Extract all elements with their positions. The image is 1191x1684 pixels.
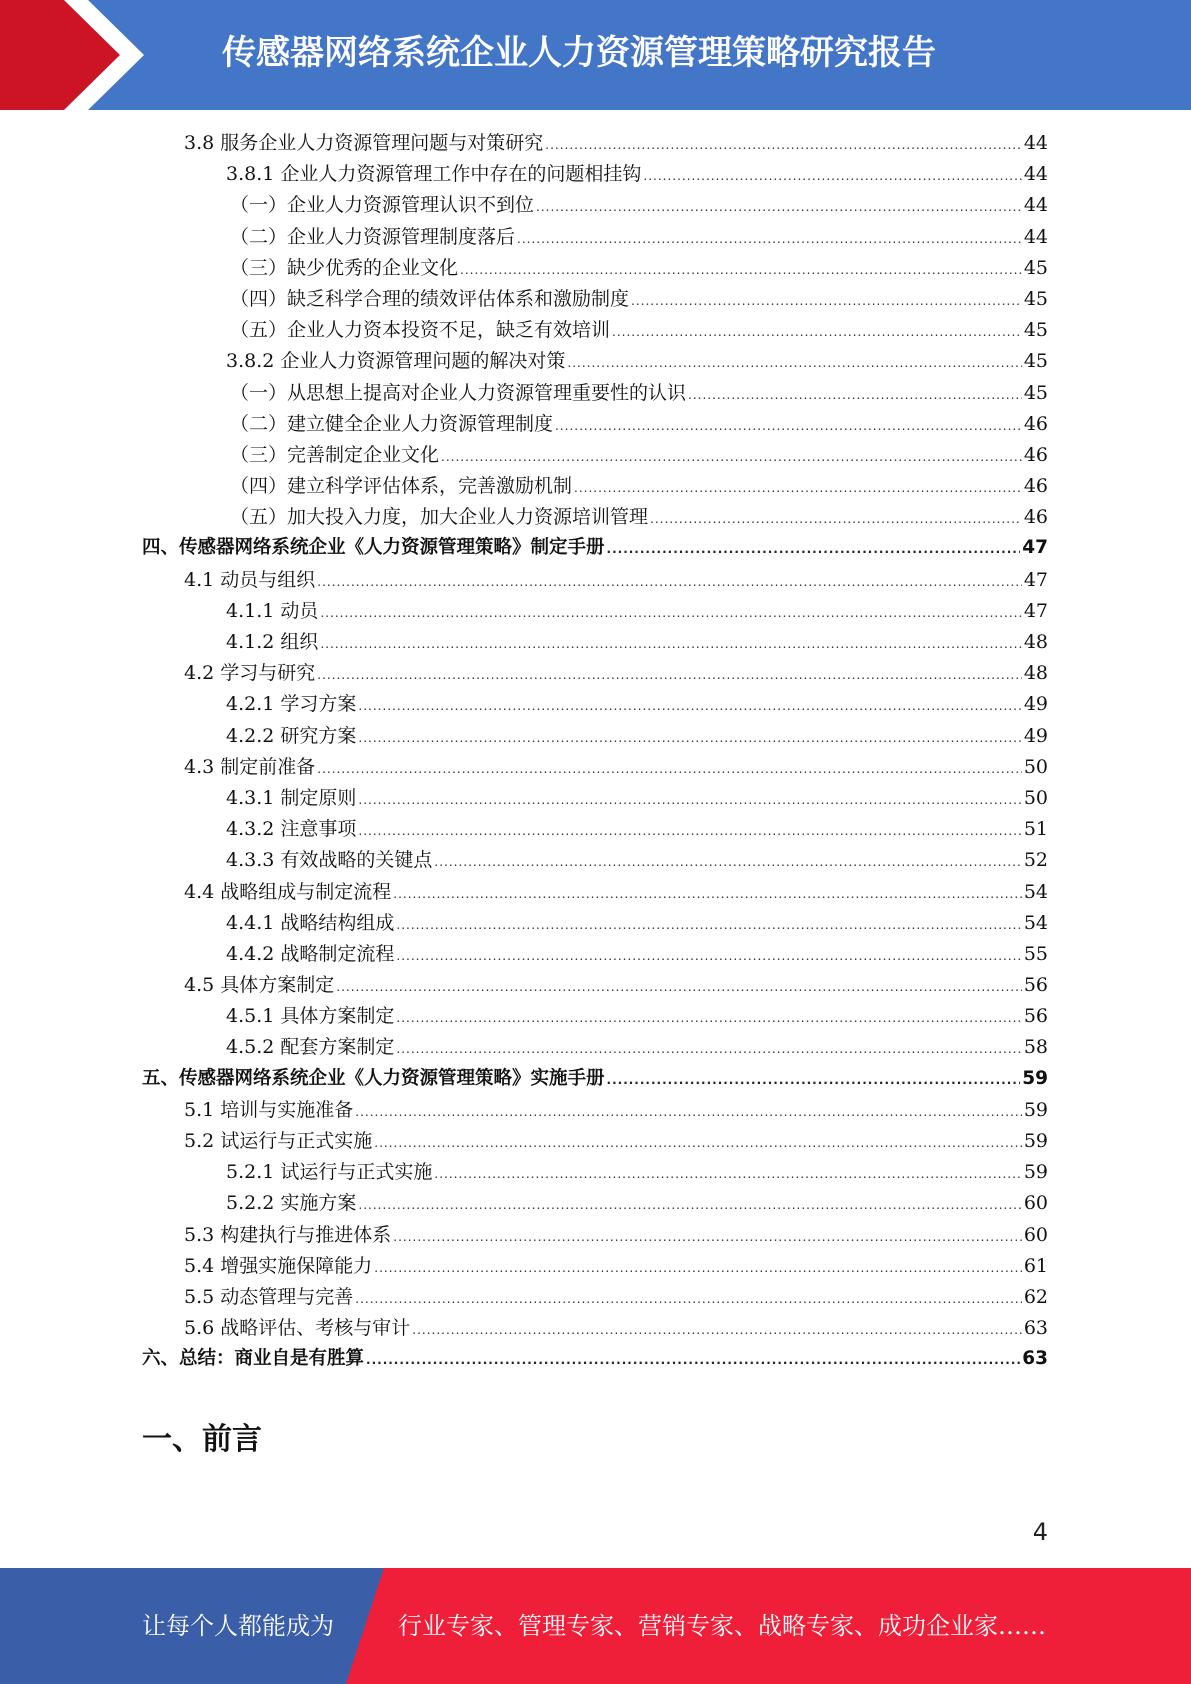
toc-entry-label: （一）企业人力资源管理认识不到位: [230, 194, 535, 217]
toc-entry[interactable]: [142, 689, 1048, 720]
toc-entry-label: 3.8 服务企业人力资源管理问题与对策研究: [184, 132, 544, 154]
toc-entry-page: 62: [1023, 1285, 1048, 1308]
toc-entry[interactable]: [142, 783, 1048, 814]
toc-entry-label: 4.4 战略组成与制定流程: [184, 880, 392, 903]
toc-entry-label: 5.5 动态管理与完善: [184, 1285, 354, 1308]
toc-entry-page: 49: [1023, 693, 1048, 716]
toc-entry[interactable]: [142, 845, 1048, 876]
toc-entry-page: 63: [1022, 1348, 1048, 1370]
toc-dot-leader: [358, 824, 1021, 838]
toc-entry-label: （五）加大投入力度，加大企业人力资源培训管理: [230, 506, 649, 529]
toc-entry[interactable]: [142, 315, 1048, 346]
toc-dot-leader: [412, 1323, 1022, 1337]
toc-dot-leader: [355, 1292, 1022, 1306]
toc-entry-label: 4.5 具体方案制定: [184, 974, 335, 997]
toc-entry-page: 47: [1022, 537, 1048, 559]
header-banner: [0, 0, 1191, 110]
toc-entry-page: 59: [1022, 1067, 1048, 1089]
toc-dot-leader: [374, 1261, 1022, 1275]
toc-entry-label: 4.2 学习与研究: [184, 662, 316, 685]
toc-entry-label: （二）建立健全企业人力资源管理制度: [230, 412, 554, 435]
toc-dot-leader: [631, 294, 1022, 308]
toc-entry-label: 4.1.2 组织: [226, 631, 319, 653]
toc-entry-page: 58: [1023, 1036, 1048, 1059]
toc-entry-page: 51: [1023, 818, 1048, 841]
toc-entry[interactable]: [142, 409, 1048, 440]
toc-dot-leader: [607, 1073, 1021, 1087]
footer-slogan-right: 行业专家、管理专家、营销专家、战略专家、成功企业家……: [398, 1612, 1046, 1640]
toc-dot-leader: [320, 637, 1021, 651]
toc-dot-leader: [688, 388, 1022, 402]
toc-entry-label: 四、传感器网络系统企业《人力资源管理策略》制定手册: [142, 537, 605, 559]
toc-dot-leader: [317, 668, 1022, 682]
toc-dot-leader: [650, 512, 1022, 526]
toc-entry-label: （三）缺少优秀的企业文化: [230, 256, 459, 279]
toc-entry[interactable]: [142, 1220, 1048, 1251]
toc-entry[interactable]: [142, 440, 1048, 471]
toc-entry[interactable]: [142, 939, 1048, 970]
toc-dot-leader: [536, 200, 1022, 214]
toc-dot-leader: [612, 325, 1022, 339]
toc-entry-page: 44: [1023, 194, 1048, 217]
toc-entry-label: 4.3 制定前准备: [184, 755, 316, 778]
toc-entry-label: 5.2 试运行与正式实施: [184, 1130, 373, 1152]
toc-entry[interactable]: [142, 1064, 1048, 1095]
toc-dot-leader: [434, 1167, 1021, 1181]
toc-entry-page: 61: [1023, 1254, 1048, 1277]
toc-entry[interactable]: [142, 502, 1048, 533]
toc-entry-label: 4.1.1 动员: [226, 599, 319, 622]
toc-entry-label: 3.8.2 企业人力资源管理问题的解决对策: [226, 350, 566, 373]
toc-entry[interactable]: [142, 159, 1048, 190]
toc-entry-page: 49: [1023, 724, 1048, 747]
toc-entry-label: 4.5.2 配套方案制定: [226, 1036, 395, 1059]
toc-entry-page: 48: [1023, 631, 1048, 653]
toc-entry-page: 56: [1023, 974, 1048, 997]
toc-entry[interactable]: [142, 596, 1048, 627]
toc-entry-label: 4.2.1 学习方案: [226, 693, 357, 716]
toc-dot-leader: [358, 699, 1021, 713]
toc-entry[interactable]: [142, 1126, 1048, 1157]
toc-entry-page: 45: [1023, 381, 1048, 404]
toc-entry-page: 45: [1023, 256, 1048, 279]
toc-entry-label: 五、传感器网络系统企业《人力资源管理策略》实施手册: [142, 1067, 605, 1089]
toc-entry-page: 46: [1023, 506, 1048, 529]
toc-dot-leader: [358, 731, 1021, 745]
toc-entry-page: 50: [1023, 755, 1048, 778]
toc-entry-label: 5.2.2 实施方案: [226, 1192, 357, 1215]
page-number: 4: [1032, 1518, 1048, 1546]
toc-dot-leader: [393, 887, 1022, 901]
toc-dot-leader: [441, 450, 1022, 464]
toc-entry-label: 4.5.1 具体方案制定: [226, 1005, 395, 1028]
toc-entry[interactable]: [142, 627, 1048, 658]
toc-dot-leader: [607, 542, 1021, 556]
toc-dot-leader: [320, 606, 1021, 620]
toc-dot-leader: [517, 232, 1022, 246]
toc-dot-leader: [574, 481, 1022, 495]
toc-entry-page: 54: [1023, 911, 1048, 934]
toc-dot-leader: [358, 793, 1021, 807]
toc-dot-leader: [374, 1136, 1022, 1150]
table-of-contents: [142, 128, 1048, 1376]
toc-dot-leader: [643, 169, 1021, 183]
toc-entry-page: 45: [1023, 350, 1048, 373]
toc-dot-leader: [317, 575, 1022, 589]
toc-entry[interactable]: [142, 1313, 1048, 1344]
toc-dot-leader: [393, 1230, 1022, 1244]
toc-entry[interactable]: [142, 471, 1048, 502]
toc-entry[interactable]: [142, 1188, 1048, 1219]
toc-entry[interactable]: [142, 970, 1048, 1001]
toc-entry[interactable]: [142, 1251, 1048, 1282]
toc-entry[interactable]: [142, 565, 1048, 596]
toc-entry-label: 5.3 构建执行与推进体系: [184, 1223, 392, 1246]
toc-entry[interactable]: [142, 752, 1048, 783]
toc-dot-leader: [396, 1042, 1021, 1056]
toc-entry[interactable]: [142, 284, 1048, 315]
toc-dot-leader: [366, 1353, 1020, 1367]
toc-entry[interactable]: [142, 721, 1048, 752]
toc-entry-page: 46: [1023, 443, 1048, 466]
toc-entry-label: 4.1 动员与组织: [184, 568, 316, 591]
section-heading: 一、前言: [142, 1422, 262, 1457]
toc-entry-label: 3.8.1 企业人力资源管理工作中存在的问题相挂钩: [226, 163, 642, 186]
header-chevron-decoration: [0, 0, 150, 110]
toc-entry[interactable]: [142, 190, 1048, 221]
toc-entry-page: 44: [1023, 225, 1048, 248]
toc-entry[interactable]: [142, 1001, 1048, 1032]
toc-entry[interactable]: [142, 346, 1048, 377]
toc-entry-page: 48: [1023, 662, 1048, 685]
toc-entry-label: 4.4.2 战略制定流程: [226, 942, 395, 965]
toc-entry[interactable]: [142, 253, 1048, 284]
document-title: 传感器网络系统企业人力资源管理策略研究报告: [222, 33, 936, 73]
toc-entry-label: 4.3.3 有效战略的关键点: [226, 849, 433, 872]
toc-entry-label: （一）从思想上提高对企业人力资源管理重要性的认识: [230, 381, 687, 404]
toc-entry-label: （四）缺乏科学合理的绩效评估体系和激励制度: [230, 287, 630, 310]
footer-slogan-left: 让每个人都能成为: [142, 1612, 334, 1640]
toc-dot-leader: [396, 918, 1021, 932]
toc-entry-page: 50: [1023, 786, 1048, 809]
toc-entry-label: （四）建立科学评估体系，完善激励机制: [230, 475, 573, 498]
toc-entry-page: 59: [1023, 1130, 1048, 1152]
toc-dot-leader: [545, 138, 1022, 152]
toc-entry[interactable]: [142, 533, 1048, 564]
toc-entry[interactable]: [142, 1282, 1048, 1313]
toc-dot-leader: [358, 1198, 1021, 1212]
toc-entry-page: 44: [1023, 163, 1048, 186]
toc-dot-leader: [434, 855, 1021, 869]
toc-entry-page: 52: [1023, 849, 1048, 872]
toc-entry-page: 56: [1023, 1005, 1048, 1028]
toc-dot-leader: [317, 762, 1022, 776]
toc-dot-leader: [396, 949, 1021, 963]
toc-entry-label: （五）企业人力资本投资不足，缺乏有效培训: [230, 319, 611, 342]
toc-entry-label: 5.6 战略评估、考核与审计: [184, 1317, 411, 1340]
toc-entry-label: 5.4 增强实施保障能力: [184, 1254, 373, 1277]
toc-entry[interactable]: [142, 877, 1048, 908]
footer-banner: [0, 1568, 1191, 1684]
toc-entry-page: 55: [1023, 942, 1048, 965]
toc-entry-label: （二）企业人力资源管理制度落后: [230, 225, 516, 248]
toc-dot-leader: [567, 356, 1021, 370]
toc-entry[interactable]: [142, 1157, 1048, 1188]
toc-entry[interactable]: [142, 128, 1048, 159]
toc-entry[interactable]: [142, 378, 1048, 409]
toc-dot-leader: [460, 263, 1022, 277]
toc-dot-leader: [555, 419, 1022, 433]
toc-entry-page: 44: [1023, 132, 1048, 154]
toc-entry-page: 46: [1023, 412, 1048, 435]
toc-dot-leader: [396, 1011, 1021, 1025]
toc-dot-leader: [355, 1105, 1022, 1119]
toc-entry-page: 47: [1023, 568, 1048, 591]
toc-entry[interactable]: [142, 1095, 1048, 1126]
toc-entry-label: 5.2.1 试运行与正式实施: [226, 1161, 433, 1184]
toc-entry[interactable]: [142, 222, 1048, 253]
toc-entry-page: 45: [1023, 287, 1048, 310]
toc-entry-page: 45: [1023, 319, 1048, 342]
toc-entry[interactable]: [142, 908, 1048, 939]
toc-entry-label: 4.3.1 制定原则: [226, 786, 357, 809]
toc-entry-page: 60: [1023, 1223, 1048, 1246]
toc-entry-label: 4.4.1 战略结构组成: [226, 911, 395, 934]
toc-entry[interactable]: [142, 1032, 1048, 1063]
toc-entry-label: 六、总结：商业自是有胜算: [142, 1348, 365, 1370]
toc-entry[interactable]: [142, 1344, 1048, 1375]
toc-entry-page: 59: [1023, 1161, 1048, 1184]
toc-entry-label: 5.1 培训与实施准备: [184, 1098, 354, 1121]
toc-entry-label: （三）完善制定企业文化: [230, 443, 440, 466]
toc-entry-label: 4.2.2 研究方案: [226, 724, 357, 747]
toc-entry[interactable]: [142, 814, 1048, 845]
toc-entry-page: 47: [1023, 599, 1048, 622]
toc-entry-page: 59: [1023, 1098, 1048, 1121]
toc-entry[interactable]: [142, 658, 1048, 689]
toc-entry-label: 4.3.2 注意事项: [226, 818, 357, 841]
toc-entry-page: 63: [1023, 1317, 1048, 1340]
toc-dot-leader: [336, 980, 1022, 994]
toc-entry-page: 60: [1023, 1192, 1048, 1215]
toc-entry-page: 46: [1023, 475, 1048, 498]
toc-entry-page: 54: [1023, 880, 1048, 903]
